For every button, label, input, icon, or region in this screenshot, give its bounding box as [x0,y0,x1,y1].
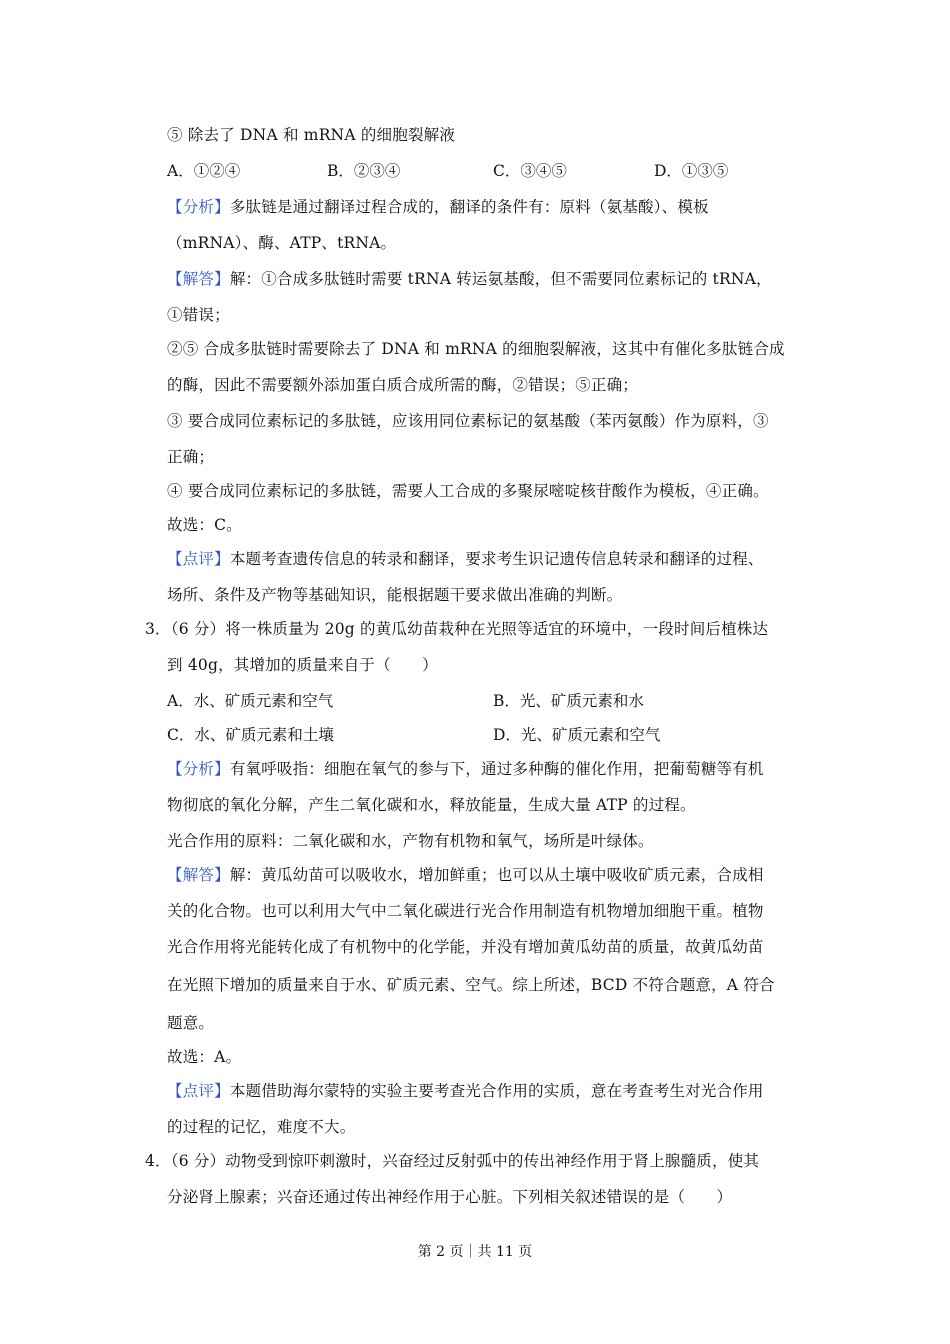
q3-answer-line-2: 关的化合物。也可以利用大气中二氧化碳进行光合作用制造有机物增加细胞干重。植物 [167,902,764,920]
q2-comment-line-1: 【点评】本题考查遗传信息的转录和翻译，要求考生识记遗传信息转录和翻译的过程、 [167,550,764,568]
q2-answer-line-6: 正确； [167,448,215,466]
q3-analysis-line-3: 光合作用的原料：二氧化碳和水，产物有机物和氧气，场所是叶绿体。 [167,832,654,850]
q3-comment-line-2: 的过程的记忆，难度不大。 [167,1118,356,1136]
q3-stem-line-1: 3．（6 分）将一株质量为 20g 的黄瓜幼苗栽种在光照等适宜的环境中，一段时间后植株达 [145,620,769,638]
q2-answer-line-7: ④ 要合成同位素标记的多肽链，需要人工合成的多聚尿嘧啶核苷酸作为模板，④正确。 [167,482,769,500]
q2-answer-line-2: ①错误； [167,306,230,324]
q3-option-a: A．水、矿质元素和空气 [167,692,334,710]
q3-comment-line-1: 【点评】本题借助海尔蒙特的实验主要考查光合作用的实质，意在考查考生对光合作用 [167,1082,764,1100]
q2-option-d: D．①③⑤ [654,162,729,180]
q3-option-d: D．光、矿质元素和空气 [493,726,661,744]
q2-choice: 故选：C。 [167,516,242,534]
q3-analysis-line-2: 物彻底的氧化分解，产生二氧化碳和水，释放能量，生成大量 ATP 的过程。 [167,796,696,814]
q4-stem-line-1: 4．（6 分）动物受到惊吓刺激时，兴奋经过反射弧中的传出神经作用于肾上腺髓质，使其 [145,1152,760,1170]
comment-tag: 【点评】 [167,550,230,568]
q3-stem-line-2: 到 40g，其增加的质量来自于（ ） [167,656,438,674]
q2-answer-line-3: ②⑤ 合成多肽链时需要除去了 DNA 和 mRNA 的细胞裂解液，这其中有催化多肽链合成 [167,340,785,358]
q2-item-5: ⑤ 除去了 DNA 和 mRNA 的细胞裂解液 [167,126,456,144]
analysis-tag: 【分析】 [167,198,230,216]
q2-comment-line-2: 场所、条件及产物等基础知识，能根据题干要求做出准确的判断。 [167,586,623,604]
q2-answer-line-1: 【解答】解：①合成多肽链时需要 tRNA 转运氨基酸，但不需要同位素标记的 tRNA， [167,270,772,288]
answer-tag: 【解答】 [167,270,230,288]
q3-choice: 故选：A。 [167,1048,242,1066]
q2-answer-line-4: 的酶，因此不需要额外添加蛋白质合成所需的酶，②错误；⑤正确； [167,376,639,394]
q2-answer-line-5: ③ 要合成同位素标记的多肽链，应该用同位素标记的氨基酸（苯丙氨酸）作为原料，③ [167,412,769,430]
q2-option-b: B．②③④ [327,162,401,180]
q3-option-c: C．水、矿质元素和土壤 [167,726,334,744]
q2-option-c: C．③④⑤ [493,162,567,180]
q2-analysis-line-1: 【分析】多肽链是通过翻译过程合成的，翻译的条件有：原料（氨基酸）、模板 [167,198,709,216]
analysis-tag: 【分析】 [167,760,230,778]
page-footer: 第 2 页｜共 11 页 [417,1244,533,1260]
comment-tag: 【点评】 [167,1082,230,1100]
q3-answer-line-5: 题意。 [167,1014,215,1032]
q3-option-b: B．光、矿质元素和水 [493,692,644,710]
q4-stem-line-2: 分泌肾上腺素；兴奋还通过传出神经作用于心脏。下列相关叙述错误的是（ ） [167,1188,733,1206]
answer-tag: 【解答】 [167,866,230,884]
q3-answer-line-3: 光合作用将光能转化成了有机物中的化学能，并没有增加黄瓜幼苗的质量，故黄瓜幼苗 [167,938,764,956]
q3-analysis-line-1: 【分析】有氧呼吸指：细胞在氧气的参与下，通过多种酶的催化作用，把葡萄糖等有机 [167,760,764,778]
q3-answer-line-4: 在光照下增加的质量来自于水、矿质元素、空气。综上所述，BCD 不符合题意，A 符合 [167,976,775,994]
q2-option-a: A．①②④ [167,162,241,180]
q3-answer-line-1: 【解答】解：黄瓜幼苗可以吸收水，增加鲜重；也可以从土壤中吸收矿质元素，合成相 [167,866,764,884]
q2-analysis-line-2: （mRNA）、酶、ATP、tRNA。 [167,234,397,252]
